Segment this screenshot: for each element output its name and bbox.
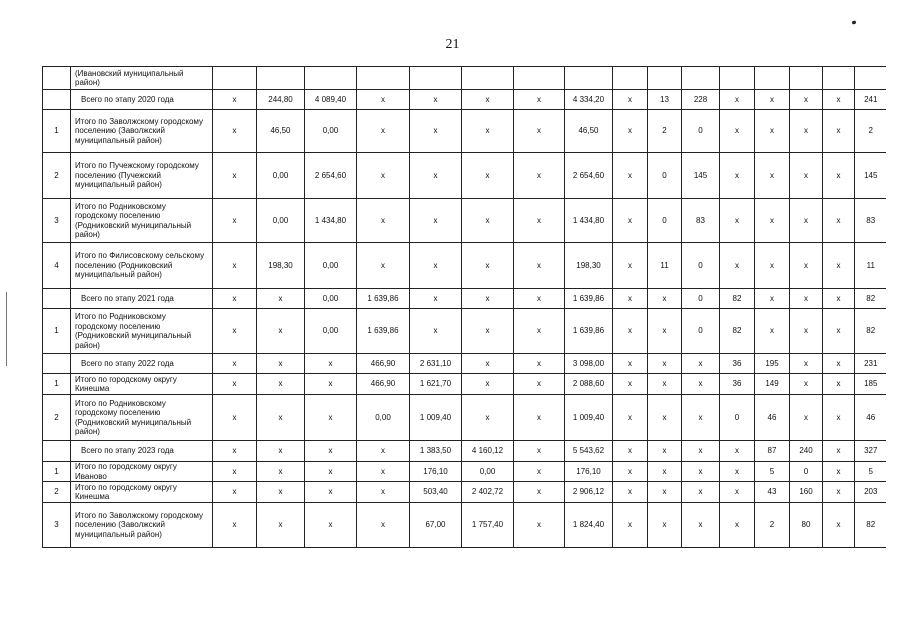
value-cell: x	[357, 503, 410, 548]
value-cell: x	[514, 374, 565, 395]
value-cell: x	[682, 374, 720, 395]
value-cell: x	[410, 289, 462, 309]
row-name-cell: Итого по городскому округу Кинешма	[71, 482, 213, 503]
value-cell	[305, 67, 357, 90]
value-cell: x	[357, 90, 410, 110]
value-cell: x	[790, 243, 823, 289]
table-total-row	[43, 289, 887, 309]
value-cell: 0	[682, 110, 720, 153]
value-cell: 5	[755, 462, 790, 482]
value-cell: 1 824,40	[565, 503, 613, 548]
value-cell: x	[257, 503, 305, 548]
value-cell: 160	[790, 482, 823, 503]
value-cell: x	[755, 110, 790, 153]
data-table	[42, 66, 886, 548]
table-row	[43, 153, 887, 199]
value-cell: 5	[855, 462, 887, 482]
value-cell: x	[613, 153, 648, 199]
value-cell: 0,00	[305, 110, 357, 153]
value-cell: 1 639,86	[357, 309, 410, 354]
value-cell: x	[648, 503, 682, 548]
table-row	[43, 243, 887, 289]
value-cell: x	[514, 503, 565, 548]
value-cell: x	[613, 309, 648, 354]
value-cell: 2 654,60	[305, 153, 357, 199]
table-body	[43, 67, 887, 548]
row-number-cell: 3	[43, 503, 71, 548]
value-cell	[462, 67, 514, 90]
value-cell	[514, 67, 565, 90]
value-cell: 203	[855, 482, 887, 503]
value-cell: x	[357, 482, 410, 503]
row-name-cell: Итого по Родниковскому городскому поселению (Родниковский муниципальный район)	[71, 395, 213, 441]
value-cell: x	[648, 289, 682, 309]
value-cell: x	[257, 354, 305, 374]
value-cell: x	[257, 309, 305, 354]
value-cell: x	[648, 374, 682, 395]
value-cell: x	[514, 153, 565, 199]
row-name-cell: Всего по этапу 2023 года	[71, 441, 213, 462]
value-cell: 1 434,80	[305, 199, 357, 243]
row-number-cell: 1	[43, 374, 71, 395]
value-cell: 4 160,12	[462, 441, 514, 462]
value-cell	[648, 67, 682, 90]
value-cell: 0,00	[357, 395, 410, 441]
value-cell: x	[648, 441, 682, 462]
value-cell: x	[514, 90, 565, 110]
value-cell: x	[462, 354, 514, 374]
value-cell: x	[755, 243, 790, 289]
value-cell: 503,40	[410, 482, 462, 503]
value-cell: x	[462, 374, 514, 395]
table-row	[43, 482, 887, 503]
value-cell: x	[720, 462, 755, 482]
value-cell: 2	[755, 503, 790, 548]
row-number-cell: 2	[43, 153, 71, 199]
value-cell: 0	[720, 395, 755, 441]
value-cell: x	[305, 503, 357, 548]
value-cell: x	[720, 199, 755, 243]
row-number-cell: 3	[43, 199, 71, 243]
value-cell: 244,80	[257, 90, 305, 110]
value-cell: x	[305, 441, 357, 462]
value-cell: 36	[720, 354, 755, 374]
value-cell	[755, 67, 790, 90]
value-cell: x	[648, 462, 682, 482]
value-cell: x	[613, 110, 648, 153]
margin-mark	[6, 292, 7, 366]
value-cell: x	[790, 374, 823, 395]
value-cell: x	[755, 153, 790, 199]
value-cell: x	[357, 243, 410, 289]
table-total-row	[43, 90, 887, 110]
table-row	[43, 110, 887, 153]
value-cell: x	[790, 153, 823, 199]
value-cell: x	[213, 289, 257, 309]
value-cell: x	[648, 354, 682, 374]
value-cell: 11	[648, 243, 682, 289]
value-cell: 2 906,12	[565, 482, 613, 503]
value-cell: x	[613, 441, 648, 462]
value-cell: 176,10	[565, 462, 613, 482]
value-cell: x	[257, 374, 305, 395]
row-number-cell: 2	[43, 482, 71, 503]
value-cell: x	[823, 309, 855, 354]
value-cell: x	[213, 374, 257, 395]
value-cell: 1 639,86	[565, 309, 613, 354]
value-cell: x	[823, 153, 855, 199]
value-cell: 0,00	[305, 243, 357, 289]
value-cell: x	[462, 90, 514, 110]
value-cell: x	[462, 110, 514, 153]
value-cell: x	[613, 482, 648, 503]
value-cell: x	[213, 153, 257, 199]
value-cell: x	[213, 199, 257, 243]
value-cell: x	[720, 110, 755, 153]
value-cell: x	[682, 462, 720, 482]
table-total-row	[43, 354, 887, 374]
value-cell: 82	[720, 289, 755, 309]
value-cell	[720, 67, 755, 90]
row-number-cell	[43, 67, 71, 90]
value-cell: x	[613, 395, 648, 441]
value-cell: x	[720, 243, 755, 289]
value-cell: x	[410, 90, 462, 110]
value-cell: x	[823, 395, 855, 441]
value-cell: x	[305, 462, 357, 482]
row-name-cell: Всего по этапу 2022 года	[71, 354, 213, 374]
value-cell: x	[305, 374, 357, 395]
table-row	[43, 309, 887, 354]
value-cell: 0	[648, 199, 682, 243]
value-cell: x	[790, 289, 823, 309]
value-cell: x	[755, 289, 790, 309]
value-cell: x	[823, 482, 855, 503]
value-cell: 185	[855, 374, 887, 395]
value-cell: x	[462, 199, 514, 243]
value-cell: 466,90	[357, 374, 410, 395]
value-cell: 80	[790, 503, 823, 548]
value-cell: 2 402,72	[462, 482, 514, 503]
table-total-row	[43, 441, 887, 462]
table-row	[43, 462, 887, 482]
value-cell: x	[514, 462, 565, 482]
table-row	[43, 503, 887, 548]
value-cell: 1 757,40	[462, 503, 514, 548]
value-cell: x	[462, 289, 514, 309]
value-cell	[613, 67, 648, 90]
value-cell: x	[790, 110, 823, 153]
value-cell: x	[357, 153, 410, 199]
value-cell: x	[257, 289, 305, 309]
value-cell: x	[648, 309, 682, 354]
value-cell: 198,30	[257, 243, 305, 289]
value-cell: x	[823, 110, 855, 153]
value-cell	[257, 67, 305, 90]
value-cell: 0	[648, 153, 682, 199]
value-cell: x	[823, 503, 855, 548]
value-cell	[357, 67, 410, 90]
value-cell: x	[213, 309, 257, 354]
row-name-cell: Итого по Заволжскому городскому поселению (Заволжский муниципальный район)	[71, 110, 213, 153]
value-cell: x	[823, 354, 855, 374]
value-cell: x	[648, 395, 682, 441]
value-cell: x	[613, 503, 648, 548]
value-cell	[790, 67, 823, 90]
value-cell: 2 088,60	[565, 374, 613, 395]
value-cell: x	[682, 482, 720, 503]
value-cell: x	[213, 482, 257, 503]
value-cell: 43	[755, 482, 790, 503]
value-cell: 3 098,00	[565, 354, 613, 374]
value-cell: x	[410, 243, 462, 289]
value-cell: x	[357, 462, 410, 482]
row-number-cell	[43, 289, 71, 309]
value-cell: 67,00	[410, 503, 462, 548]
value-cell: 149	[755, 374, 790, 395]
value-cell: x	[410, 153, 462, 199]
value-cell: x	[720, 441, 755, 462]
value-cell: 87	[755, 441, 790, 462]
value-cell: x	[357, 110, 410, 153]
value-cell: x	[305, 354, 357, 374]
value-cell: x	[213, 503, 257, 548]
scan-speck	[852, 20, 857, 24]
value-cell: 82	[720, 309, 755, 354]
row-number-cell: 4	[43, 243, 71, 289]
value-cell: x	[410, 199, 462, 243]
value-cell: 5 543,62	[565, 441, 613, 462]
value-cell: x	[514, 199, 565, 243]
value-cell: 241	[855, 90, 887, 110]
value-cell: 198,30	[565, 243, 613, 289]
row-number-cell	[43, 90, 71, 110]
value-cell: x	[682, 395, 720, 441]
value-cell: 2 631,10	[410, 354, 462, 374]
value-cell: 1 383,50	[410, 441, 462, 462]
value-cell: x	[823, 441, 855, 462]
value-cell: 46	[755, 395, 790, 441]
value-cell: x	[823, 289, 855, 309]
row-number-cell	[43, 354, 71, 374]
value-cell: x	[305, 482, 357, 503]
row-name-cell: Итого по городскому округу Иваново	[71, 462, 213, 482]
value-cell: x	[514, 441, 565, 462]
value-cell: 1 639,86	[565, 289, 613, 309]
row-name-cell: Всего по этапу 2021 года	[71, 289, 213, 309]
row-name-cell: (Ивановский муниципальный район)	[71, 67, 213, 90]
row-number-cell: 1	[43, 309, 71, 354]
value-cell	[855, 67, 887, 90]
value-cell: x	[213, 90, 257, 110]
value-cell: 1 434,80	[565, 199, 613, 243]
value-cell: x	[213, 395, 257, 441]
value-cell: 13	[648, 90, 682, 110]
value-cell: 0	[682, 309, 720, 354]
value-cell: 83	[682, 199, 720, 243]
value-cell: 195	[755, 354, 790, 374]
value-cell: x	[823, 462, 855, 482]
value-cell: x	[213, 354, 257, 374]
value-cell: 240	[790, 441, 823, 462]
value-cell: x	[613, 374, 648, 395]
value-cell: x	[213, 441, 257, 462]
value-cell: x	[514, 243, 565, 289]
table-row	[43, 199, 887, 243]
value-cell: x	[514, 309, 565, 354]
value-cell: 11	[855, 243, 887, 289]
value-cell: 1 009,40	[565, 395, 613, 441]
value-cell: 82	[855, 289, 887, 309]
value-cell: 82	[855, 503, 887, 548]
row-name-cell: Итого по городскому округу Кинешма	[71, 374, 213, 395]
value-cell: 46,50	[565, 110, 613, 153]
value-cell: x	[682, 503, 720, 548]
value-cell	[565, 67, 613, 90]
value-cell: 82	[855, 309, 887, 354]
value-cell: 46,50	[257, 110, 305, 153]
value-cell: x	[613, 462, 648, 482]
row-name-cell: Итого по Родниковскому городскому поселению (Родниковский муниципальный район)	[71, 199, 213, 243]
value-cell: x	[648, 482, 682, 503]
value-cell: 36	[720, 374, 755, 395]
value-cell: x	[257, 482, 305, 503]
value-cell: 327	[855, 441, 887, 462]
value-cell: x	[213, 462, 257, 482]
value-cell: x	[613, 289, 648, 309]
row-number-cell: 1	[43, 462, 71, 482]
value-cell: x	[613, 243, 648, 289]
value-cell: x	[790, 395, 823, 441]
value-cell: 0,00	[257, 199, 305, 243]
value-cell: 0,00	[305, 289, 357, 309]
value-cell: x	[755, 199, 790, 243]
value-cell: x	[823, 199, 855, 243]
value-cell: x	[305, 395, 357, 441]
value-cell: x	[213, 110, 257, 153]
data-table-wrapper	[42, 66, 886, 559]
value-cell: 4 334,20	[565, 90, 613, 110]
value-cell: x	[410, 309, 462, 354]
row-name-cell: Итого по Заволжскому городскому поселению (Заволжский муниципальный район)	[71, 503, 213, 548]
value-cell: 0	[682, 243, 720, 289]
table-row	[43, 374, 887, 395]
value-cell: x	[514, 395, 565, 441]
value-cell: 0	[682, 289, 720, 309]
page-number: 21	[445, 37, 460, 52]
value-cell: x	[357, 199, 410, 243]
value-cell	[823, 67, 855, 90]
value-cell: x	[257, 441, 305, 462]
value-cell	[213, 67, 257, 90]
value-cell: x	[755, 309, 790, 354]
value-cell: x	[514, 482, 565, 503]
row-number-cell	[43, 441, 71, 462]
value-cell: x	[257, 462, 305, 482]
value-cell: x	[613, 199, 648, 243]
row-number-cell: 2	[43, 395, 71, 441]
value-cell: 176,10	[410, 462, 462, 482]
value-cell: x	[514, 289, 565, 309]
value-cell: x	[790, 199, 823, 243]
value-cell: 0,00	[462, 462, 514, 482]
row-name-cell: Итого по Пучежскому городскому поселению (Пучежский муниципальный район)	[71, 153, 213, 199]
value-cell: 466,90	[357, 354, 410, 374]
value-cell: 4 089,40	[305, 90, 357, 110]
table-row	[43, 67, 887, 90]
value-cell: x	[462, 395, 514, 441]
value-cell: x	[790, 354, 823, 374]
value-cell: 2	[648, 110, 682, 153]
row-name-cell: Итого по Родниковскому городскому поселению (Родниковский муниципальный район)	[71, 309, 213, 354]
value-cell: 2 654,60	[565, 153, 613, 199]
value-cell: 145	[855, 153, 887, 199]
value-cell: x	[720, 482, 755, 503]
value-cell: x	[682, 441, 720, 462]
value-cell: x	[823, 243, 855, 289]
value-cell	[410, 67, 462, 90]
value-cell: x	[462, 309, 514, 354]
row-name-cell: Всего по этапу 2020 года	[71, 90, 213, 110]
value-cell: 1 639,86	[357, 289, 410, 309]
value-cell: 83	[855, 199, 887, 243]
value-cell: x	[213, 243, 257, 289]
value-cell: x	[410, 110, 462, 153]
value-cell: 231	[855, 354, 887, 374]
value-cell: x	[755, 90, 790, 110]
value-cell: x	[613, 90, 648, 110]
value-cell: 46	[855, 395, 887, 441]
table-row	[43, 395, 887, 441]
value-cell: 2	[855, 110, 887, 153]
value-cell: x	[720, 153, 755, 199]
value-cell: x	[257, 395, 305, 441]
value-cell: 0,00	[257, 153, 305, 199]
value-cell: x	[462, 153, 514, 199]
value-cell: x	[790, 309, 823, 354]
value-cell: x	[514, 110, 565, 153]
value-cell: x	[790, 90, 823, 110]
value-cell: 0	[790, 462, 823, 482]
value-cell: 145	[682, 153, 720, 199]
value-cell: x	[720, 90, 755, 110]
value-cell: x	[682, 354, 720, 374]
value-cell: x	[514, 354, 565, 374]
value-cell: x	[613, 354, 648, 374]
value-cell: x	[823, 90, 855, 110]
row-number-cell: 1	[43, 110, 71, 153]
value-cell: x	[357, 441, 410, 462]
value-cell: 1 009,40	[410, 395, 462, 441]
value-cell	[682, 67, 720, 90]
value-cell: x	[462, 243, 514, 289]
row-name-cell: Итого по Филисовскому сельскому поселению (Родниковский муниципальный район)	[71, 243, 213, 289]
value-cell: 1 621,70	[410, 374, 462, 395]
value-cell: 0,00	[305, 309, 357, 354]
value-cell: x	[720, 503, 755, 548]
value-cell: x	[823, 374, 855, 395]
value-cell: 228	[682, 90, 720, 110]
